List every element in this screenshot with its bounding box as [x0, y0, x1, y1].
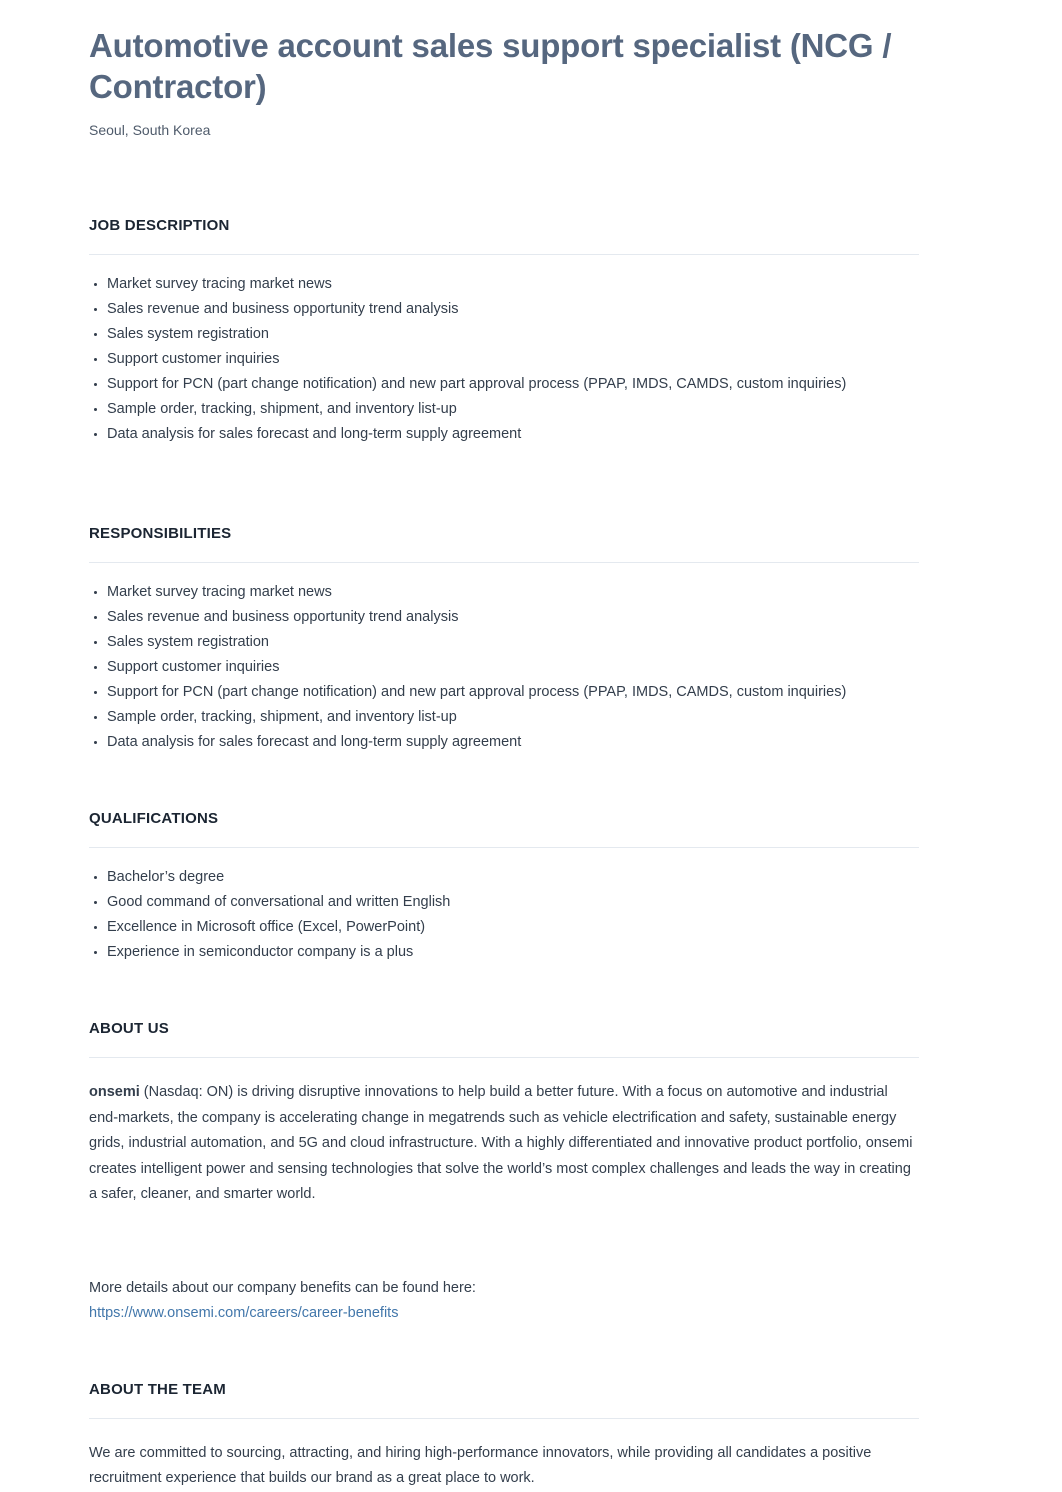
about-us-heading: ABOUT US [89, 1020, 169, 1037]
responsibilities-list [89, 580, 919, 755]
section-qualifications [89, 810, 919, 965]
benefits-block [89, 1276, 919, 1326]
about-us-text: (Nasdaq: ON) is driving disruptive innovations to help build a better future. With a focus on automotive and industrial end-markets, the company is accelerating change in megatrends such as vehicle electrification and safety, sustainable energy grids, industrial automation, and 5G and cloud infrastructure. With a highly differentiated and innovative product portfolio, onsemi creates intelligent power and sensing technologies that solve the world’s most complex challenges and leads the way in creating a safer, cleaner, and smarter world. [89, 1084, 913, 1202]
responsibilities-heading: RESPONSIBILITIES [89, 525, 232, 542]
job-description-list [89, 272, 919, 447]
qualifications-list [89, 865, 919, 965]
divider [89, 1057, 919, 1058]
list-item: • Sales revenue and business opportunity trend analysis [107, 605, 919, 630]
list-item: • Data analysis for sales forecast and long-term supply agreement [107, 730, 919, 755]
list-item: • Experience in semiconductor company is a plus [107, 940, 919, 965]
job-location: Seoul, South Korea [89, 122, 211, 138]
divider [89, 254, 919, 255]
section-about-us [89, 1020, 919, 1326]
about-team-heading: ABOUT THE TEAM [89, 1380, 226, 1398]
company-name: onsemi [89, 1084, 140, 1100]
list-item: • Market survey tracing market news [107, 272, 919, 297]
section-responsibilities [89, 525, 919, 755]
list-item: • Support customer inquiries [107, 347, 919, 372]
list-item: • Market survey tracing market news [107, 580, 919, 605]
list-item: • Sample order, tracking, shipment, and inventory list-up [107, 705, 919, 730]
list-item: • Sample order, tracking, shipment, and inventory list-up [107, 397, 919, 422]
job-posting-page [89, 0, 919, 1492]
list-item: • Good command of conversational and written English [107, 890, 919, 915]
list-item: • Support for PCN (part change notification) and new part approval process (PPAP, IMDS, CAMDS, custom inquiries) [107, 372, 919, 397]
section-job-description [89, 217, 919, 447]
list-item: • Sales system registration [107, 630, 919, 655]
job-description-heading: JOB DESCRIPTION [89, 217, 230, 234]
list-item: • Support customer inquiries [107, 655, 919, 680]
divider [89, 1418, 919, 1419]
list-item: • Data analysis for sales forecast and long-term supply agreement [107, 422, 919, 447]
list-item: • Sales revenue and business opportunity trend analysis [107, 297, 919, 322]
benefits-text: More details about our company benefits can be found here: [89, 1279, 476, 1296]
list-item: • Support for PCN (part change notification) and new part approval process (PPAP, IMDS, CAMDS, custom inquiries) [107, 680, 919, 705]
qualifications-heading: QUALIFICATIONS [89, 810, 219, 827]
section-about-the-team [89, 1381, 919, 1492]
about-us-paragraph [89, 1080, 919, 1208]
benefits-link[interactable]: https://www.onsemi.com/careers/career-benefits [89, 1304, 399, 1321]
about-team-paragraph: We are committed to sourcing, attracting, and hiring high-performance innovators, while providing all candidates a positive recruitment experience that builds our brand as a great place to work. [89, 1444, 872, 1486]
list-item: • Bachelor’s degree [107, 865, 919, 890]
divider [89, 847, 919, 848]
list-item: • Sales system registration [107, 322, 919, 347]
list-item: • Excellence in Microsoft office (Excel, PowerPoint) [107, 915, 919, 940]
divider [89, 562, 919, 563]
page-title: Automotive account sales support specialist (NCG / Contractor) [89, 27, 892, 105]
